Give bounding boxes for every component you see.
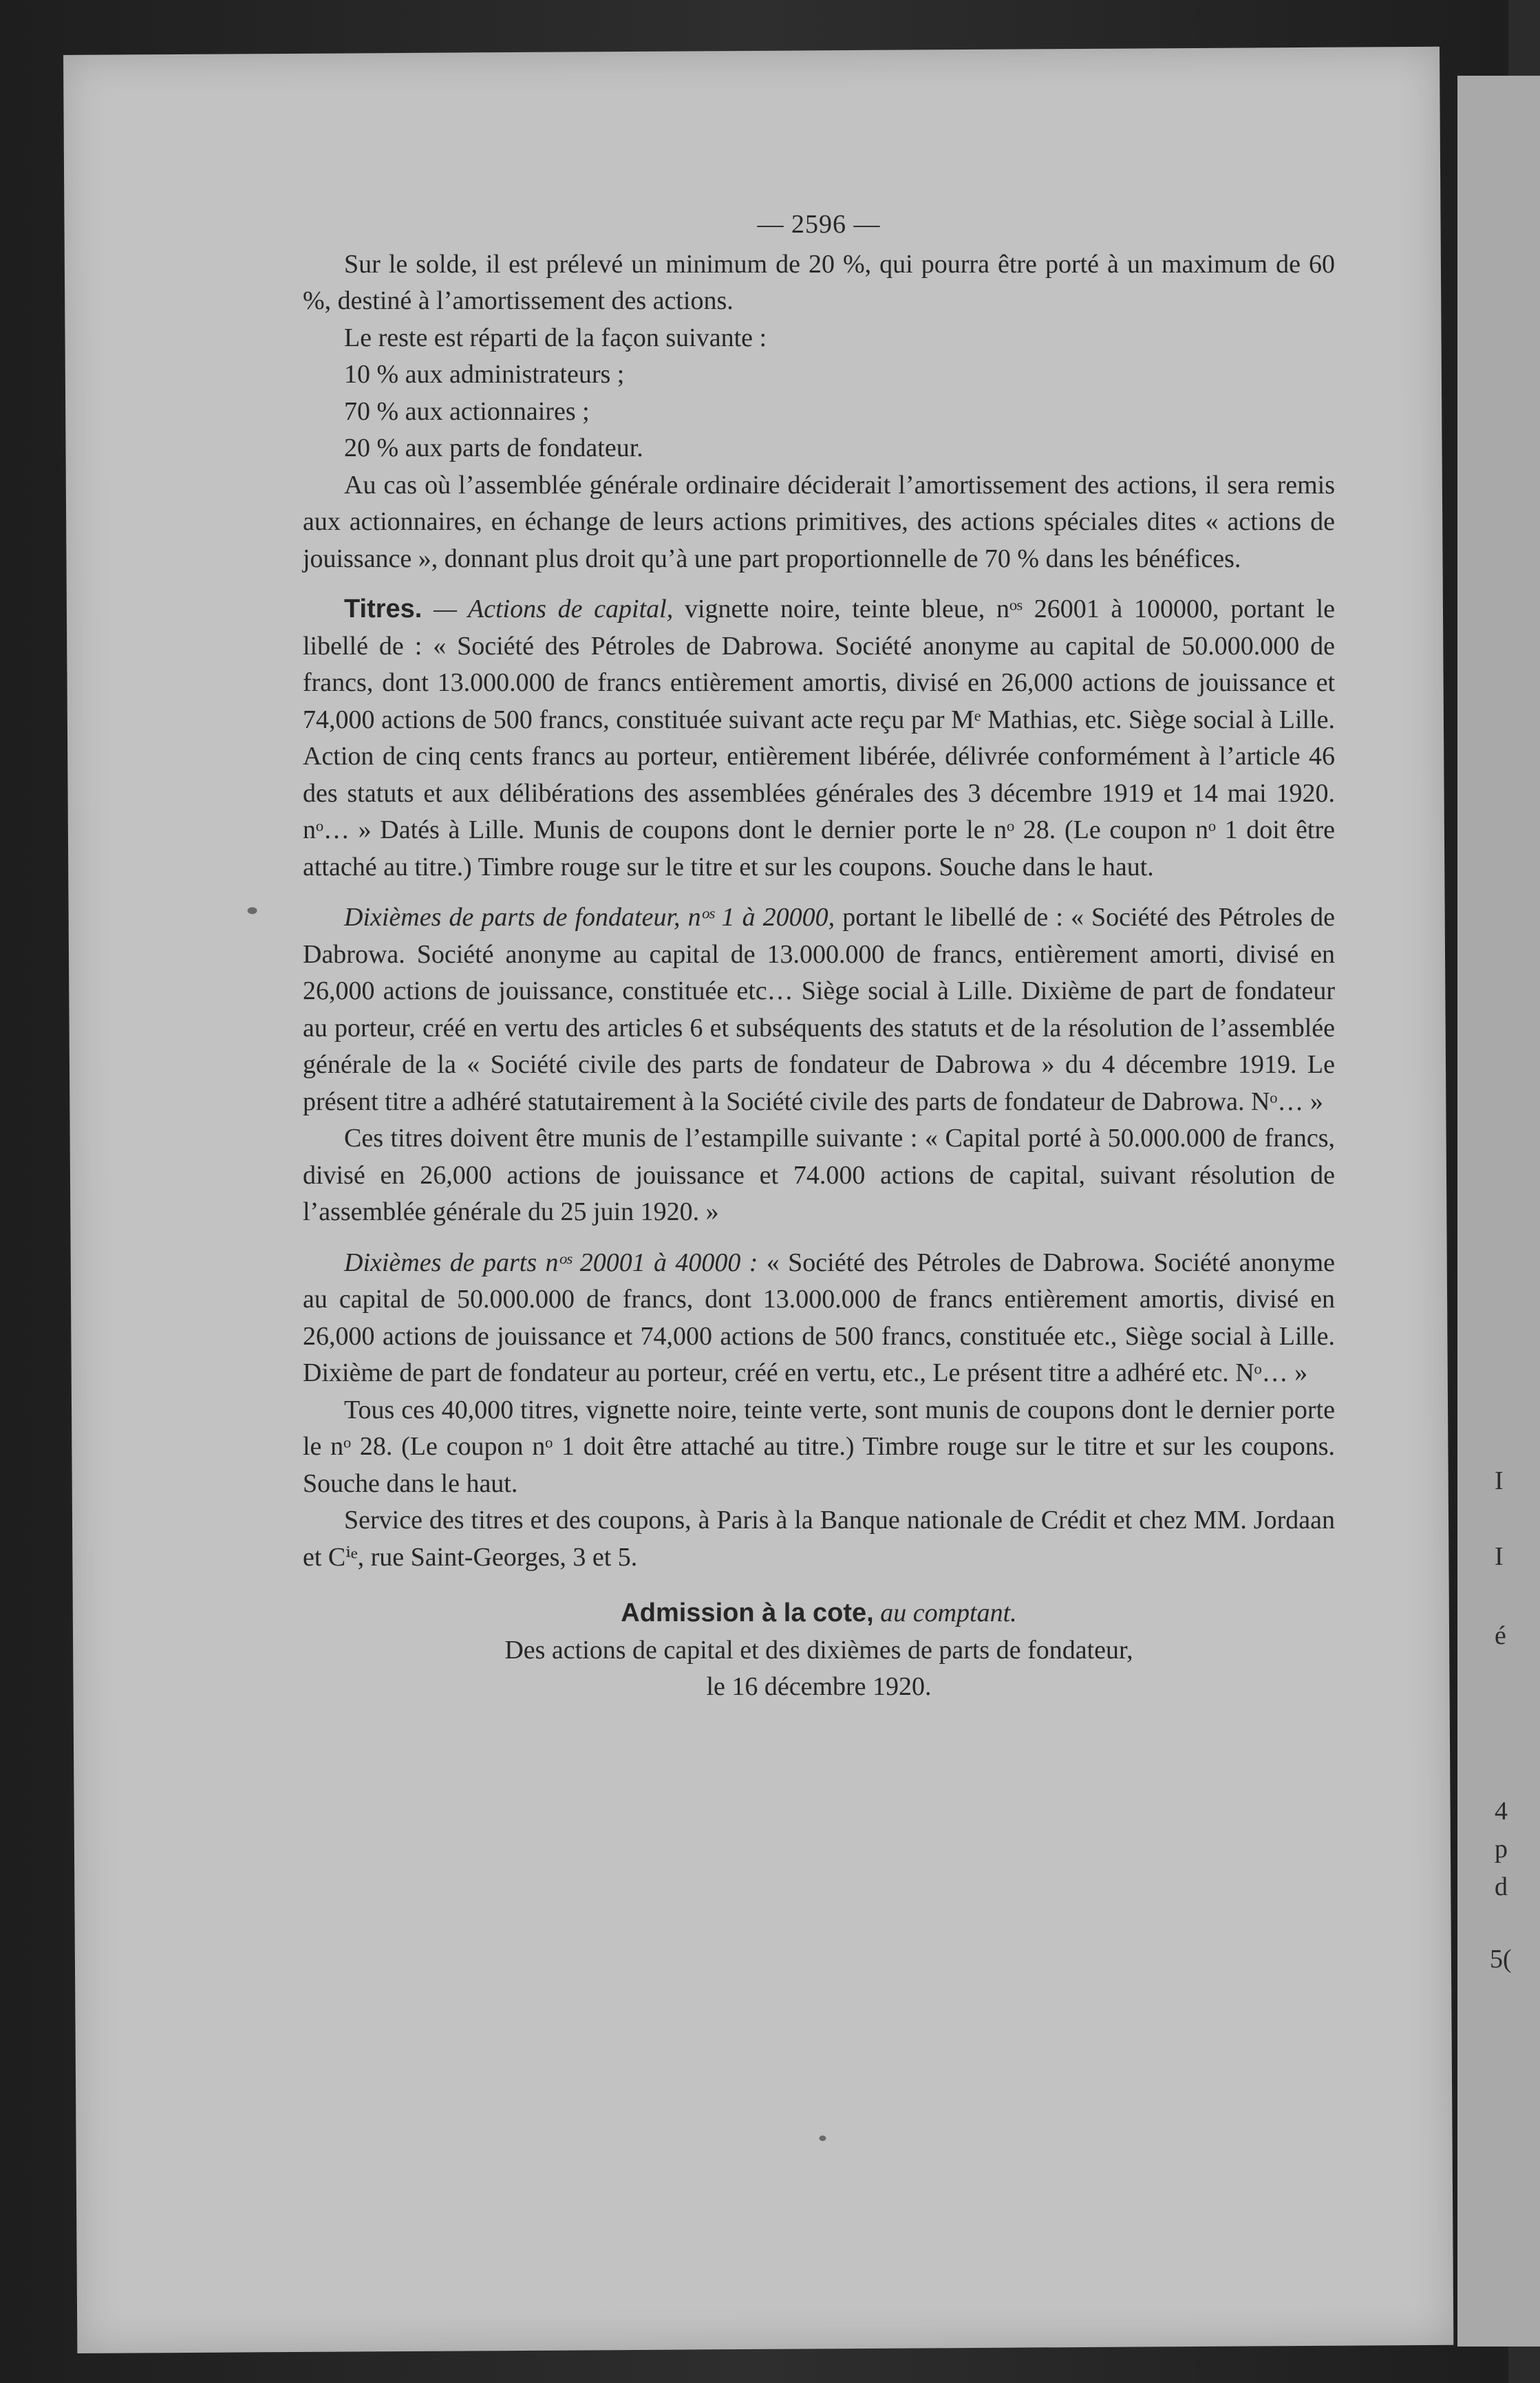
adjacent-page-mark: d	[1495, 1872, 1508, 1901]
adjacent-page-mark: 4	[1495, 1797, 1508, 1826]
admission-line-1: Des actions de capital et des dixièmes de parts de fondateur,	[504, 1635, 1133, 1665]
paragraph-repartition: Le reste est réparti de la façon suivante :	[344, 323, 767, 352]
titres-text: vignette noire, teinte bleue, nᵒˢ 26001 à 100000, portant le libellé de : « Société des Pétroles de Dabrowa. Société anonyme au capital de 50.000.000 de francs, dont 13.000.000 de francs entièrement amortis, divisé en 26,000 actions de jouissance et 74,000 actions de 500 francs, constituée suivant acte reçu par Mᵉ Mathias, etc. Siège social à Lille. Action de cinq cents francs au porteur, entièrement libérée, délivrée conformément à l’article 46 des statuts et aux délibérations des assemblées générales des 3 décembre 1919 et 14 mai 1920. nᵒ… » Datés à Lille. Munis de coupons dont le dernier porte le nᵒ 28. (Le coupon nᵒ 1 doit être attaché au titre.) Timbre rouge sur le titre et sur les coupons. Souche dans le haut.	[303, 595, 1335, 881]
admission-line-2: le 16 décembre 1920.	[706, 1672, 932, 1701]
list-item-administrateurs: 10 % aux administrateurs ;	[344, 360, 625, 389]
paragraph-titres	[303, 591, 1335, 886]
list-item-parts-fondateur: 20 % aux parts de fondateur.	[344, 434, 643, 462]
admission-heading	[303, 1595, 1335, 1632]
admission-heading-italic: au comptant.	[880, 1599, 1017, 1627]
paragraph-service: Service des titres et des coupons, à Paris à la Banque nationale de Crédit et chez MM. Jordaan et Cⁱᵉ, rue Saint-Georges, 3 et 5.	[303, 1506, 1335, 1572]
paragraph-dixiemes-parts	[303, 1245, 1335, 1392]
adjacent-page-mark: I	[1495, 1466, 1504, 1495]
page-number: — 2596 —	[757, 210, 881, 239]
adjacent-page-mark: 5(	[1490, 1945, 1512, 1974]
dixiemes2-text: « Société des Pétroles de Dabrowa. Société anonyme au capital de 50.000.000 de francs, dont 13.000.000 de francs entièrement amortis, divisé en 26,000 actions de jouissance et 74,000 actions de 500 francs, constituée etc., Siège social à Lille. Dixième de part de fondateur au porteur, créé en vertu, etc., Le présent titre a adhéré etc. Nᵒ… »	[303, 1248, 1335, 1387]
paragraph-amortissement: Au cas où l’assemblée générale ordinaire déciderait l’amortissement des actions, il sera remis aux actionnaires, en échange de leurs actions primitives, des actions spéciales dites « actions de jouissance », donnant plus droit qu’à une part proportionnelle de 70 % dans les bénéfices.	[303, 470, 1335, 573]
admission-heading-bold: Admission à la cote,	[621, 1599, 874, 1627]
document-text	[303, 206, 1335, 1706]
dixiemes1-text: portant le libellé de : « Société des Pétroles de Dabrowa. Société anonyme au capital de 13.000.000 de francs, entièrement amorti, divisé en 26,000 actions de jouissance, constituée etc… Siège social à Lille. Dixième de part de fondateur au porteur, créé en vertu des articles 6 et subséquents des statuts et de la résolution de l’assemblée générale de la « Société civile des parts de fondateur de Dabrowa » du 4 décembre 1919. Le présent titre a adhéré statutairement à la Société civile des parts de fondateur de Dabrowa. Nᵒ… »	[303, 903, 1335, 1116]
paragraph-dixiemes-fondateur	[303, 899, 1335, 1120]
adjacent-page-mark: I	[1495, 1542, 1504, 1571]
ink-speck	[248, 907, 257, 914]
adjacent-page-edge	[1457, 76, 1540, 2347]
paragraph-solde: Sur le solde, il est prélevé un minimum de 20 %, qui pourra être porté à un maximum de 60 %, destiné à l’amortissement des actions.	[303, 249, 1335, 315]
ink-speck	[819, 2135, 826, 2141]
adjacent-page-mark: p	[1495, 1835, 1508, 1863]
paragraph-tous-ces-titres: Tous ces 40,000 titres, vignette noire, teinte verte, sont munis de coupons dont le dernier porte le nᵒ 28. (Le coupon nᵒ 1 doit être attaché au titre.) Timbre rouge sur le titre et sur les coupons. Souche dans le haut.	[303, 1395, 1335, 1498]
adjacent-page-mark: é	[1495, 1621, 1506, 1650]
titres-lead: — Actions de capital,	[434, 595, 674, 623]
titres-label: Titres.	[344, 595, 423, 623]
dixiemes1-lead: Dixièmes de parts de fondateur, nᵒˢ 1 à 20000,	[344, 903, 835, 932]
list-item-actionnaires: 70 % aux actionnaires ;	[344, 396, 590, 426]
dixiemes2-lead: Dixièmes de parts nᵒˢ 20001 à 40000 :	[344, 1248, 758, 1277]
paragraph-estampille: Ces titres doivent être munis de l’estampille suivante : « Capital porté à 50.000.000 de francs, divisé en 26,000 actions de jouissance et 74.000 actions de capital, suivant résolution de l’assemblée générale du 25 juin 1920. »	[303, 1124, 1335, 1226]
